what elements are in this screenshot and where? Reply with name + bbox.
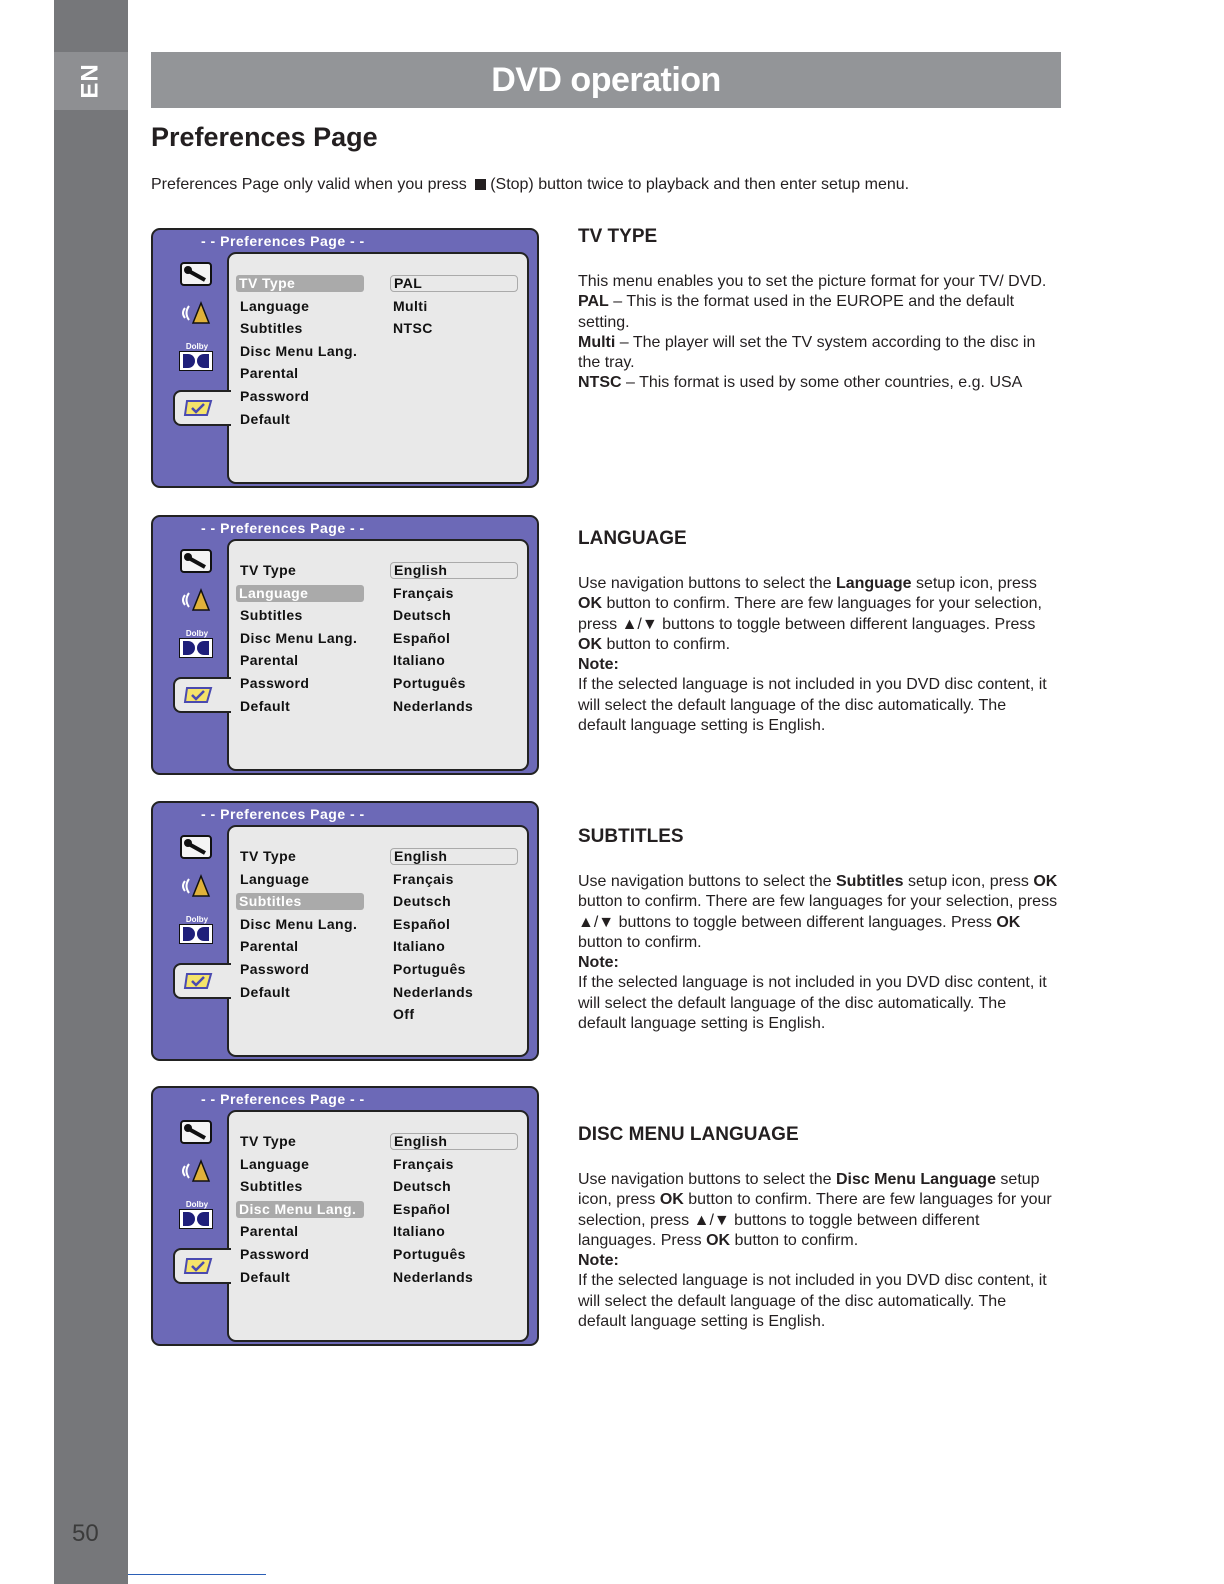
osd-option[interactable]: Français [393, 1155, 454, 1172]
osd-option[interactable]: Nederlands [393, 1268, 474, 1285]
page-number: 50 [72, 1520, 99, 1547]
pal-text: – This is the format used in the EUROPE and the default setting. [578, 293, 1015, 331]
body-text: button to confirm. [730, 1231, 859, 1249]
body-text: button to confirm. There are few languages for your selection, press ▲/▼ buttons to toggle between different languages. Press [578, 1191, 1052, 1249]
osd-option[interactable]: Off [393, 1006, 415, 1023]
osd-menu-item[interactable]: Disc Menu Lang. [236, 1201, 364, 1218]
setup-wrench-icon[interactable] [179, 1118, 215, 1146]
osd-title: - - Preferences Page - - [201, 233, 365, 249]
intro-before: Preferences Page only valid when you press [151, 176, 467, 193]
body-text: button to confirm. There are few languages for your selection, press ▲/▼ buttons to toggle between different languages. Press [578, 595, 1042, 633]
header-bar [151, 52, 1061, 108]
section-heading: SUBTITLES [578, 826, 684, 847]
preferences-check-icon[interactable] [173, 390, 231, 426]
osd-menu-item[interactable]: Default [240, 1268, 291, 1285]
osd-menu-item[interactable]: Language [240, 1155, 310, 1172]
osd-option[interactable]: Italiano [393, 1223, 446, 1240]
osd-panel-disc-menu [151, 1086, 539, 1346]
osd-menu-labels [237, 1130, 364, 1288]
osd-menu-item[interactable]: Password [240, 960, 310, 977]
stop-icon [475, 179, 486, 190]
osd-menu-item[interactable]: Disc Menu Lang. [240, 915, 358, 932]
osd-menu-item[interactable]: Language [236, 585, 364, 602]
dolby-icon[interactable]: Dolby [179, 1200, 215, 1228]
osd-menu-item[interactable]: Default [240, 410, 291, 427]
multi-text: – The player will set the TV system according to the disc in the tray. [578, 333, 1036, 372]
body-bold: OK [706, 1231, 731, 1249]
body-bold: Subtitles [835, 873, 904, 890]
body-bold: OK [1033, 873, 1058, 890]
ntsc-text: – This format is used by some other countries, e.g. USA [621, 374, 1023, 392]
setup-wrench-icon[interactable] [179, 547, 215, 575]
osd-menu-item[interactable]: Parental [240, 652, 299, 669]
body-text: button to confirm. There are few languages for your selection, press ▲/▼ buttons to toggle between different languages. Press [578, 893, 1058, 931]
osd-menu-item[interactable]: Language [240, 297, 310, 314]
pal-term: PAL [578, 293, 609, 311]
osd-menu-item[interactable]: TV Type [240, 562, 297, 578]
osd-menu-item[interactable]: Subtitles [240, 320, 303, 337]
body-bold: Language [835, 575, 912, 592]
body-text: button to confirm. [602, 635, 731, 653]
intro-after: (Stop) button twice to playback and then enter setup menu. [490, 176, 910, 193]
header-title: DVD operation [491, 60, 721, 99]
section-disc-menu-language [578, 1124, 1058, 1332]
body-text: setup icon, press [578, 1171, 1040, 1209]
section-language [578, 528, 1058, 736]
osd-menu-item[interactable]: Default [240, 983, 291, 1000]
osd-title: - - Preferences Page - - [201, 520, 365, 536]
osd-menu-item[interactable]: Parental [240, 365, 299, 382]
section-heading: TV TYPE [578, 226, 658, 247]
multi-term: Multi [578, 333, 616, 351]
osd-option[interactable]: NTSC [393, 320, 433, 337]
dolby-icon[interactable]: Dolby [179, 342, 215, 370]
osd-menu-item[interactable]: TV Type [240, 1133, 297, 1149]
body-text: button to confirm. [578, 933, 702, 951]
body-text: Use navigation buttons to select the [578, 873, 836, 890]
footer-line [128, 1574, 266, 1575]
osd-menu-item[interactable]: TV Type [236, 275, 364, 292]
osd-option[interactable]: English [390, 562, 518, 579]
body-text: setup icon, press [903, 873, 1034, 890]
section-body [578, 1170, 1058, 1332]
osd-menu-item[interactable]: Subtitles [240, 607, 303, 624]
body-bold: OK [659, 1191, 684, 1209]
note-text: If the selected language is not included in you DVD disc content, it will select the default language of the disc automatically. The default language setting is English. [578, 1272, 1047, 1331]
osd-option[interactable]: Deutsch [393, 607, 452, 624]
section-body [578, 574, 1058, 736]
audio-speaker-icon[interactable] [179, 585, 215, 613]
body-text: Use navigation buttons to select the [578, 575, 836, 592]
body-bold: OK [578, 595, 602, 613]
page-heading: Preferences Page [151, 122, 378, 152]
osd-option-values [390, 845, 518, 1026]
body-bold: OK [578, 635, 602, 653]
osd-menu-item[interactable]: TV Type [240, 848, 297, 864]
osd-option[interactable]: PAL [390, 275, 518, 292]
note-label: Note: [578, 656, 619, 674]
dolby-icon[interactable]: Dolby [179, 915, 215, 943]
osd-option[interactable]: Português [393, 1245, 466, 1262]
section-tv-type [578, 226, 1058, 394]
preferences-check-icon[interactable] [173, 677, 231, 713]
body-text: Use navigation buttons to select the [578, 1171, 836, 1188]
audio-speaker-icon[interactable] [179, 298, 215, 326]
language-code [54, 52, 128, 110]
setup-wrench-icon[interactable] [179, 833, 215, 861]
osd-option[interactable]: Español [393, 629, 451, 646]
preferences-check-icon[interactable] [173, 1248, 231, 1284]
osd-menu-labels [237, 272, 364, 430]
osd-option-values [390, 559, 518, 717]
osd-option[interactable]: Français [393, 870, 454, 887]
osd-option[interactable]: Português [393, 960, 466, 977]
osd-option[interactable]: Nederlands [393, 983, 474, 1000]
osd-option[interactable]: English [390, 848, 518, 865]
ntsc-term: NTSC [578, 374, 622, 392]
setup-wrench-icon[interactable] [179, 260, 215, 288]
osd-menu-item[interactable]: Parental [240, 938, 299, 955]
osd-option[interactable]: Multi [393, 297, 428, 314]
section-heading: LANGUAGE [578, 528, 687, 549]
language-code-text: EN [77, 63, 104, 99]
body-bold: OK [996, 913, 1021, 931]
sidebar [54, 0, 128, 1584]
osd-menu-item[interactable]: Password [240, 1245, 310, 1262]
osd-option[interactable]: Nederlands [393, 697, 474, 714]
osd-option[interactable]: Deutsch [393, 893, 452, 910]
osd-menu-item[interactable]: Password [240, 674, 310, 691]
osd-title: - - Preferences Page - - [201, 1091, 365, 1107]
body-bold: Disc Menu Language [835, 1171, 996, 1188]
osd-title: - - Preferences Page - - [201, 806, 365, 822]
osd-option-values [390, 272, 518, 340]
osd-menu-item[interactable]: Language [240, 870, 310, 887]
osd-option[interactable]: Português [393, 674, 466, 691]
osd-menu-item[interactable]: Subtitles [236, 893, 364, 910]
intro-text [151, 176, 909, 194]
osd-menu-item[interactable]: Subtitles [240, 1178, 303, 1195]
osd-option[interactable]: Italiano [393, 652, 446, 669]
audio-speaker-icon[interactable] [179, 871, 215, 899]
osd-option[interactable]: Deutsch [393, 1178, 452, 1195]
osd-option[interactable]: Italiano [393, 938, 446, 955]
osd-menu-item[interactable]: Parental [240, 1223, 299, 1240]
body-text: setup icon, press [911, 575, 1037, 592]
osd-menu-item[interactable]: Default [240, 697, 291, 714]
osd-option[interactable]: Français [393, 584, 454, 601]
osd-option[interactable]: Español [393, 915, 451, 932]
note-text: If the selected language is not included in you DVD disc content, it will select the default language of the disc automatically. The default language setting is English. [578, 676, 1047, 735]
note-label: Note: [578, 954, 619, 972]
section-subtitles [578, 826, 1058, 1034]
osd-menu-labels [237, 559, 364, 717]
section-body [578, 872, 1058, 1034]
osd-option[interactable]: English [390, 1133, 518, 1150]
preferences-check-icon[interactable] [173, 963, 231, 999]
osd-menu-item[interactable]: Disc Menu Lang. [240, 342, 358, 359]
osd-menu-labels [237, 845, 364, 1003]
osd-menu-item[interactable]: Disc Menu Lang. [240, 629, 358, 646]
audio-speaker-icon[interactable] [179, 1156, 215, 1184]
osd-menu-item[interactable]: Password [240, 387, 310, 404]
dolby-icon[interactable]: Dolby [179, 629, 215, 657]
osd-option[interactable]: Español [393, 1200, 451, 1217]
section-heading: DISC MENU LANGUAGE [578, 1124, 799, 1145]
osd-option-values [390, 1130, 518, 1288]
note-text: If the selected language is not included in you DVD disc content, it will select the default language of the disc automatically. The default language setting is English. [578, 974, 1047, 1033]
note-label: Note: [578, 1252, 619, 1270]
osd-panel-language [151, 515, 539, 775]
osd-panel-tv-type [151, 228, 539, 488]
tv-type-intro: This menu enables you to set the picture format for your TV/ DVD. [578, 273, 1047, 290]
osd-panel-subtitles [151, 801, 539, 1061]
section-body [578, 272, 1058, 394]
